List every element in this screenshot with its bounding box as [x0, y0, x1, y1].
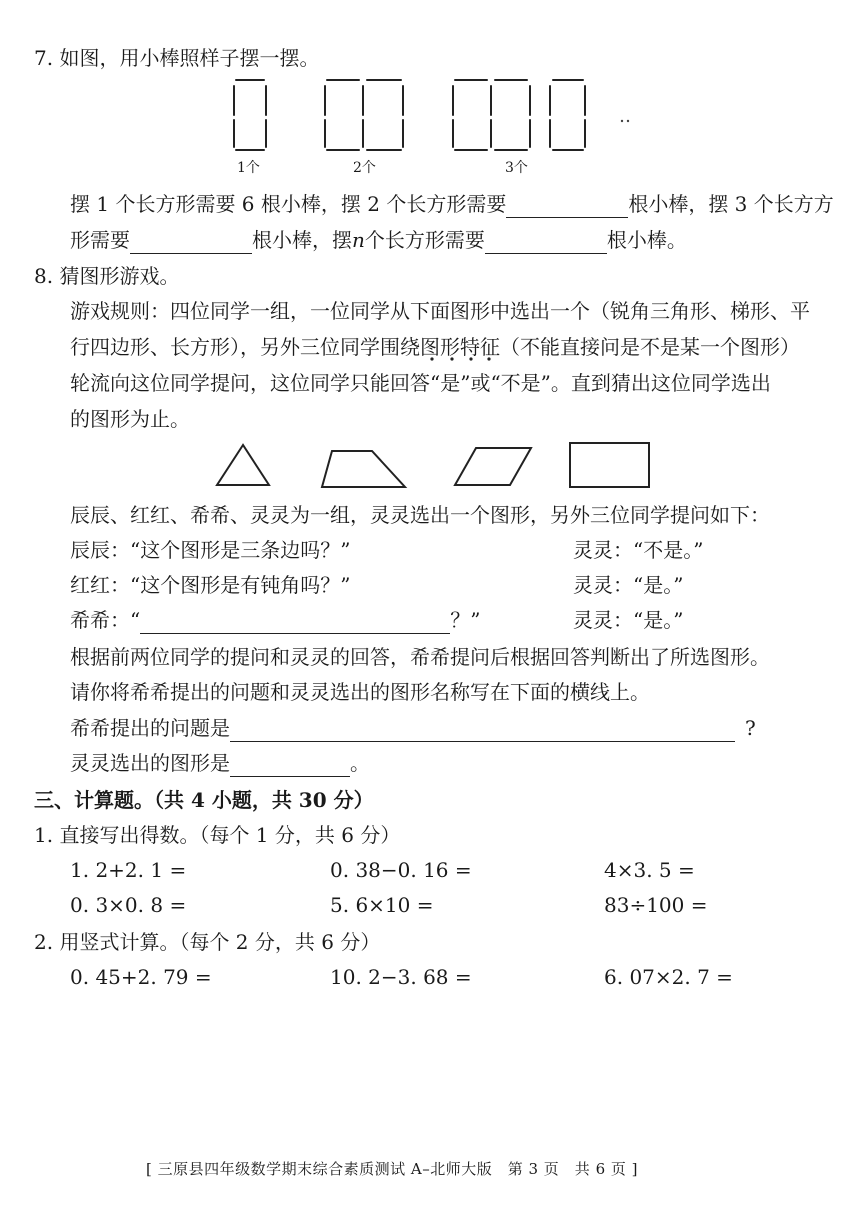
stick-rect-1 [234, 80, 266, 150]
dialog-q3: 希希：“ ？” [70, 608, 481, 632]
q8-rule-4: 的图形为止。 [70, 407, 190, 431]
q8-rule-3: 轮流向这位同学提问，这位同学只能回答“是”或“不是”。直到猜出这位同学选出 [70, 371, 771, 395]
shape-blank[interactable] [230, 752, 350, 777]
dialog-a2: 灵灵：“是。” [573, 573, 684, 597]
answer-blank-3[interactable] [130, 229, 252, 254]
shape-line: 灵灵选出的图形是 。 [70, 751, 370, 775]
question-blank-inline[interactable] [140, 609, 450, 634]
caption-2: 2个 [353, 160, 376, 176]
trapezoid-icon [322, 451, 405, 487]
calc-item: 0. 38−0. 16 = [330, 858, 472, 882]
q7-line1: 摆 1 个长方形需要 6 根小棒，摆 2 个长方形需要 根小棒，摆 3 个长方方 [70, 192, 834, 216]
page-footer: [ 三原县四年级数学期末综合素质测试 A–北师大版 第 3 页 共 6 页 ] [146, 1160, 639, 1178]
q8-conclusion-1: 根据前两位同学的提问和灵灵的回答，希希提问后根据回答判断出了所选图形。 [70, 645, 770, 669]
q8-title: 8. 猜图形游戏。 [34, 264, 180, 288]
dialog-q1: 辰辰：“这个图形是三条边吗？” [70, 538, 351, 562]
q7-title: 7. 如图，用小棒照样子摆一摆。 [34, 46, 320, 70]
section3-title: 三、计算题。（共 4 小题，共 30 分） [34, 788, 374, 812]
calc-item: 4×3. 5 = [604, 858, 695, 882]
ask-blank[interactable] [230, 717, 735, 742]
answer-blank-n[interactable] [485, 229, 607, 254]
stick-rect-2 [325, 80, 403, 150]
rectangle-icon [570, 443, 649, 487]
shape-row [217, 443, 649, 487]
dialog-a1: 灵灵：“不是。” [573, 538, 704, 562]
parallelogram-icon [455, 448, 531, 485]
q8-rule-2: 行四边形、长方形），另外三位同学围绕图形特征（不能直接问是不是某一个图形） [70, 335, 800, 359]
q8-intro: 辰辰、红红、希希、灵灵为一组，灵灵选出一个图形，另外三位同学提问如下： [70, 503, 770, 527]
p2-title: 2. 用竖式计算。（每个 2 分，共 6 分） [34, 930, 381, 954]
ask-line: 希希提出的问题是 ? [70, 716, 756, 740]
answer-blank-2[interactable] [506, 193, 628, 218]
caption-3: 3个 [505, 160, 528, 176]
dialog-a3: 灵灵：“是。” [573, 608, 684, 632]
q8-conclusion-2: 请你将希希提出的问题和灵灵选出的图形名称写在下面的横线上。 [70, 680, 650, 704]
q7-line2: 形需要 根小棒，摆n个长方形需要 根小棒。 [70, 228, 687, 252]
p1-title: 1. 直接写出得数。（每个 1 分，共 6 分） [34, 823, 401, 847]
calc-item: 83÷100 = [604, 893, 708, 917]
dialog-q2: 红红：“这个图形是有钝角吗？” [70, 573, 351, 597]
stick-rect-3 [453, 80, 585, 150]
calc-item: 1. 2+2. 1 = [70, 858, 187, 882]
calc-item: 5. 6×10 = [330, 893, 434, 917]
calc-item: 0. 3×0. 8 = [70, 893, 187, 917]
vertical-calc-item: 0. 45+2. 79 = [70, 965, 212, 989]
q8-rule-1: 游戏规则：四位同学一组，一位同学从下面图形中选出一个（锐角三角形、梯形、平 [70, 299, 810, 323]
triangle-icon [217, 445, 269, 485]
caption-1: 1个 [237, 160, 260, 176]
vertical-calc-item: 10. 2−3. 68 = [330, 965, 472, 989]
vertical-calc-item: 6. 07×2. 7 = [604, 965, 733, 989]
